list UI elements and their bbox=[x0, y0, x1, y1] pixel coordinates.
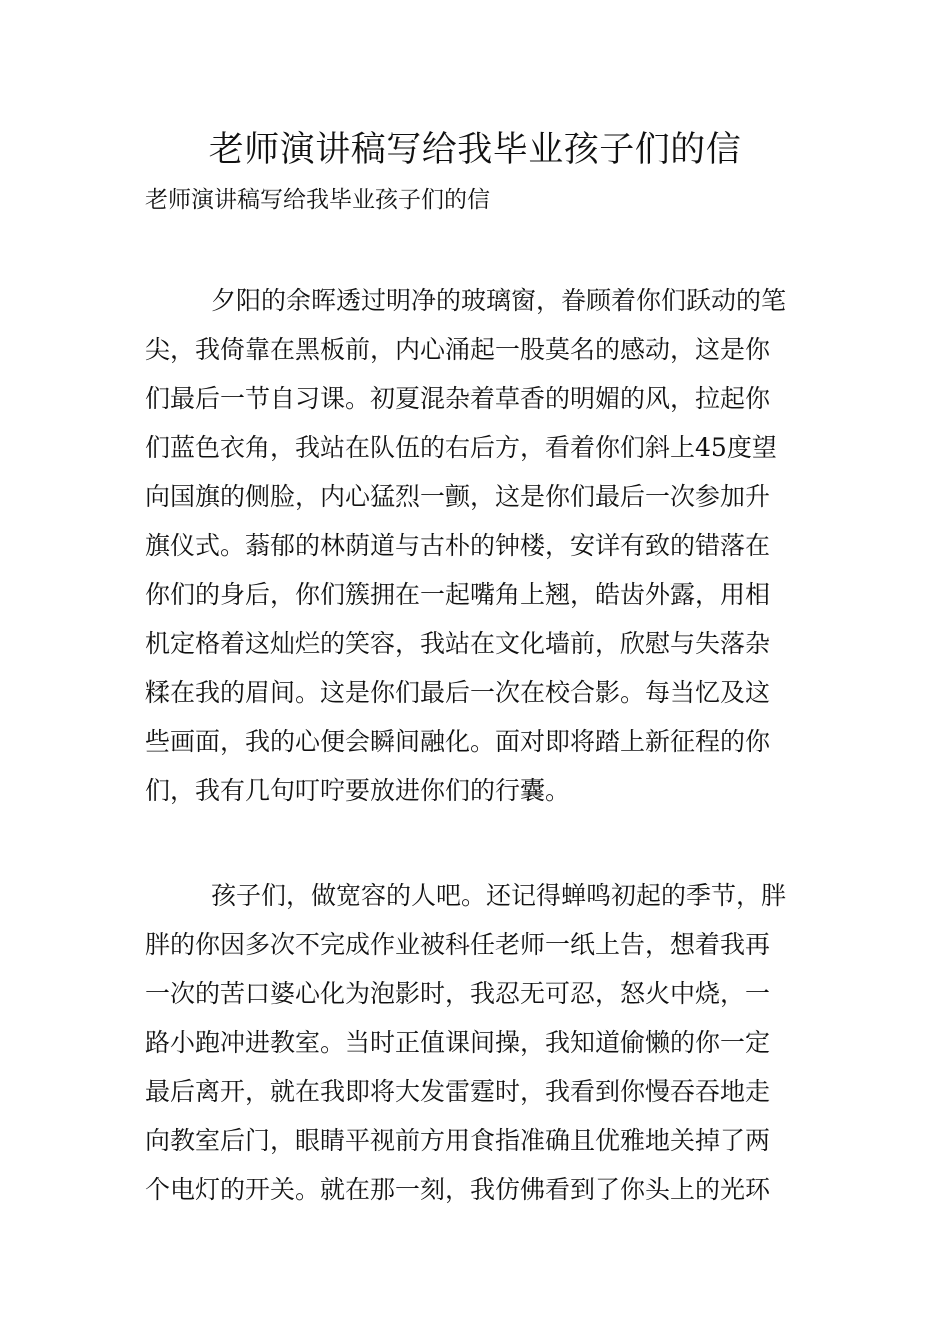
document-title: 老师演讲稿写给我毕业孩子们的信 bbox=[208, 130, 742, 170]
paragraph-line: 些画面，我的心便会瞬间融化。面对即将踏上新征程的你 bbox=[145, 727, 771, 756]
paragraph-1 bbox=[145, 276, 805, 815]
paragraph-line: 尖，我倚靠在黑板前，内心涌起一股莫名的感动，这是你 bbox=[145, 335, 771, 364]
paragraph-line: 们，我有几句叮咛要放进你们的行囊。 bbox=[145, 776, 571, 805]
paragraph-line: 孩子们，做宽容的人吧。还记得蝉鸣初起的季节，胖 bbox=[211, 881, 787, 910]
paragraph-line: 你们的身后，你们簇拥在一起嘴角上翘，皓齿外露，用相 bbox=[145, 580, 771, 609]
document-subtitle: 老师演讲稿写给我毕业孩子们的信 bbox=[145, 187, 490, 213]
paragraph-line: 个电灯的开关。就在那一刻，我仿佛看到了你头上的光环 bbox=[145, 1175, 771, 1204]
paragraph-2 bbox=[145, 871, 805, 1214]
paragraph-line: 机定格着这灿烂的笑容，我站在文化墙前，欣慰与失落杂 bbox=[145, 629, 771, 658]
paragraph-line: 夕阳的余晖透过明净的玻璃窗，眷顾着你们跃动的笔 bbox=[211, 286, 787, 315]
paragraph-line: 们蓝色衣角，我站在队伍的右后方，看着你们斜上45度望 bbox=[145, 433, 777, 462]
paragraph-line: 一次的苦口婆心化为泡影时，我忍无可忍，怒火中烧，一 bbox=[145, 979, 771, 1008]
paragraph-line: 最后离开，就在我即将大发雷霆时，我看到你慢吞吞地走 bbox=[145, 1077, 771, 1106]
paragraph-line: 向国旗的侧脸，内心猛烈一颤，这是你们最后一次参加升 bbox=[145, 482, 771, 511]
paragraph-line: 胖的你因多次不完成作业被科任老师一纸上告，想着我再 bbox=[145, 930, 771, 959]
paragraph-line: 糅在我的眉间。这是你们最后一次在校合影。每当忆及这 bbox=[145, 678, 771, 707]
paragraph-line: 旗仪式。蓊郁的林荫道与古朴的钟楼，安详有致的错落在 bbox=[145, 531, 771, 560]
paragraph-line: 路小跑冲进教室。当时正值课间操，我知道偷懒的你一定 bbox=[145, 1028, 771, 1057]
paragraph-line: 们最后一节自习课。初夏混杂着草香的明媚的风，拉起你 bbox=[145, 384, 771, 413]
paragraph-line: 向教室后门，眼睛平视前方用食指准确且优雅地关掉了两 bbox=[145, 1126, 771, 1155]
